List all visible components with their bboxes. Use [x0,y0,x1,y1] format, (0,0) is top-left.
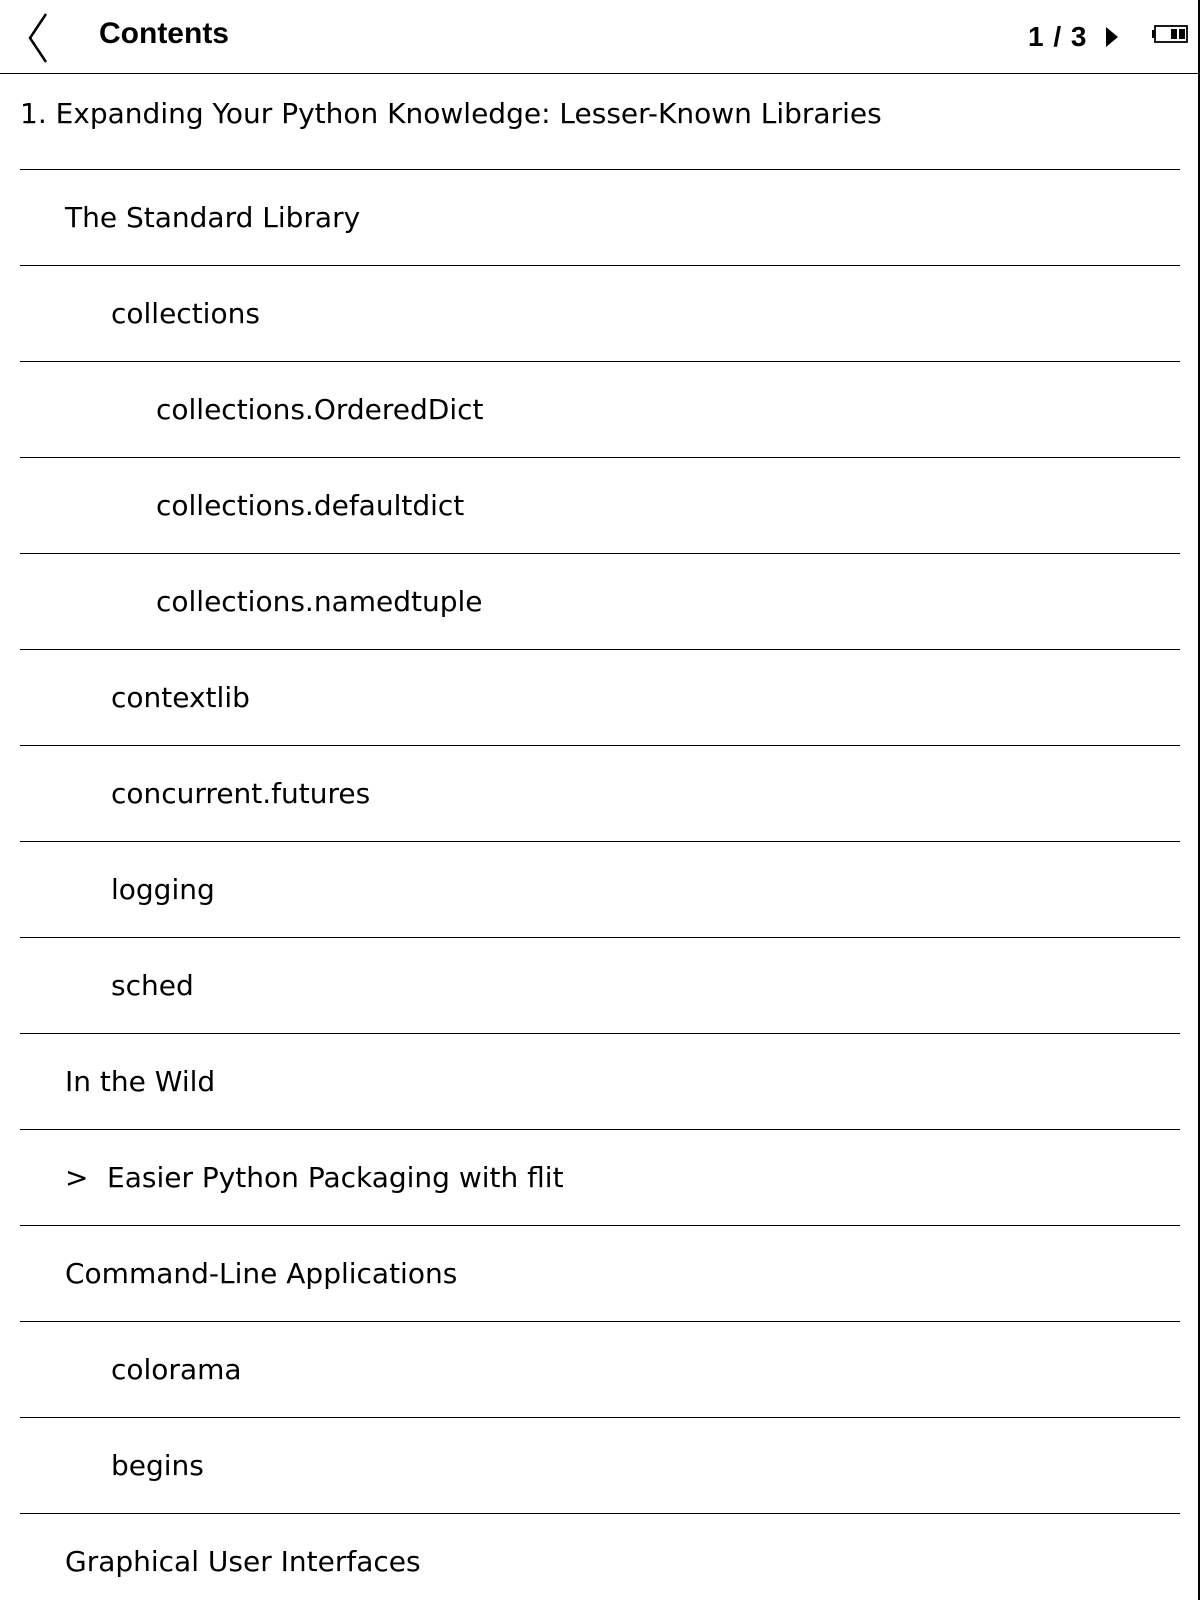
toc-item[interactable] [20,554,1180,650]
toc-item-label: In the Wild [65,1065,216,1098]
triangle-right-icon [1100,22,1124,52]
toc-item-label: Easier Python Packaging with flit [107,1161,564,1194]
toc-item-label: logging [111,873,215,906]
battery-icon [1151,24,1189,44]
toc-item[interactable] [20,1034,1180,1130]
toc-item-label: concurrent.futures [111,777,371,810]
battery-status [1151,24,1189,44]
toc-item[interactable] [20,1226,1180,1322]
toc-item[interactable] [20,938,1180,1034]
toc-item-label: contextlib [111,681,250,714]
page-title: Contents [99,17,229,50]
toc-item-label: 1. Expanding Your Python Knowledge: Lesser-Known Libraries [20,97,882,130]
toc-item-label: collections.defaultdict [156,489,465,522]
toc-item[interactable] [20,1322,1180,1418]
toc-item-label: collections.OrderedDict [156,393,484,426]
right-edge-divider [1198,0,1200,1600]
toc-item[interactable] [20,650,1180,746]
toc-item[interactable] [20,1418,1180,1514]
top-bar [0,0,1200,74]
toc-item[interactable] [20,266,1180,362]
next-page-button[interactable] [1100,22,1124,52]
toc-item-label: colorama [111,1353,242,1386]
toc-item[interactable] [20,1514,1180,1610]
toc-item[interactable] [20,842,1180,938]
toc-item-label: The Standard Library [65,201,361,234]
toc-item-label: collections [111,297,260,330]
toc-item[interactable] [20,458,1180,554]
toc-item-label: Command-Line Applications [65,1257,458,1290]
chevron-left-icon [18,10,58,64]
page-indicator: 1 / 3 [1028,21,1088,52]
back-button[interactable] [18,10,58,64]
toc-item-label: sched [111,969,194,1002]
toc-item[interactable] [20,170,1180,266]
expand-indicator[interactable]: > [65,1161,89,1194]
toc-item-label: Graphical User Interfaces [65,1545,421,1578]
toc-item[interactable] [20,1130,1180,1226]
toc-item-label: collections.namedtuple [156,585,483,618]
table-of-contents [20,74,1180,1610]
toc-item[interactable] [20,362,1180,458]
toc-item[interactable] [20,746,1180,842]
toc-item[interactable] [20,74,1180,170]
toc-item-label: begins [111,1449,204,1482]
